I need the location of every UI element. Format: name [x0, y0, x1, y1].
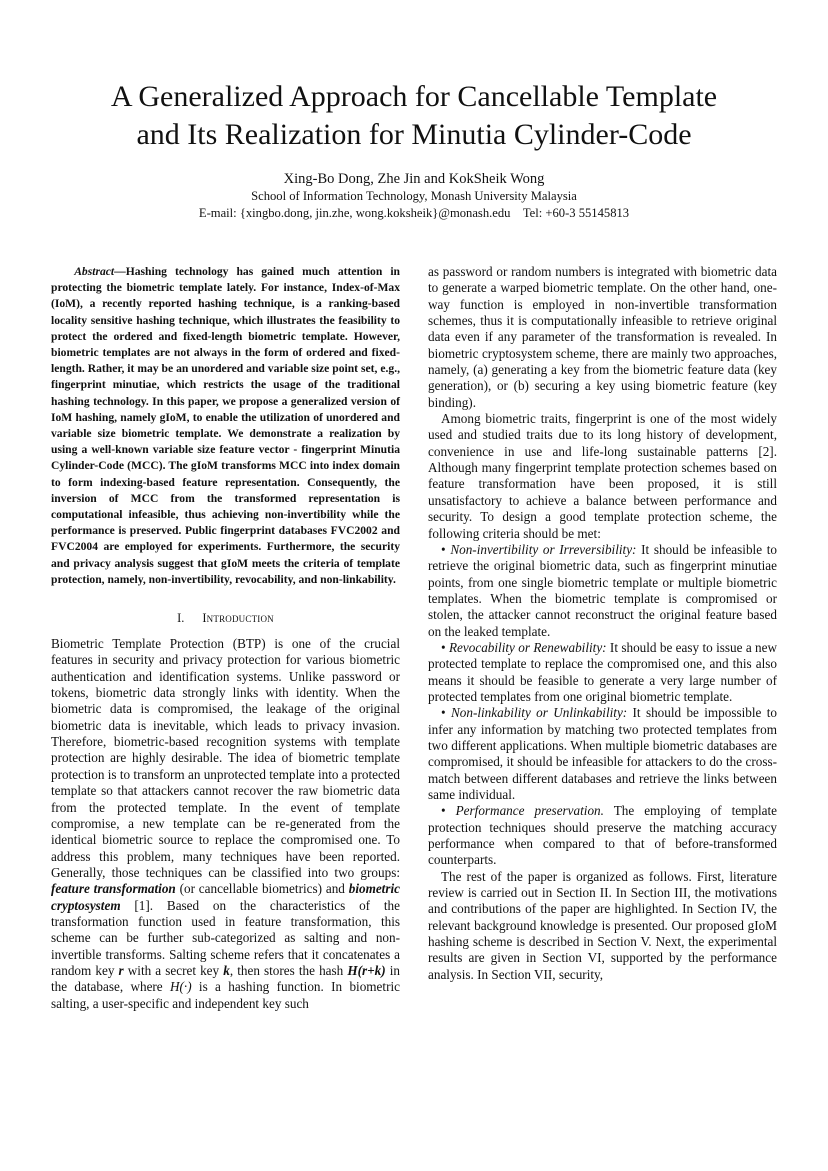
symbol-hash-function: H(·) [170, 979, 192, 995]
criterion-term: Non-linkability or Unlinkability: [450, 705, 628, 721]
intro-paragraph-1 [51, 636, 400, 1012]
criterion-performance [428, 803, 777, 868]
symbol-k: k [223, 962, 230, 978]
intro-text-b: (or cancellable biometrics) and [175, 881, 349, 897]
criterion-text: It should be impossible to infer any information by matching two protected templates from two different applications. When multiple biometric databases are compromised, it should be infeasible for attackers to do the cross-match between different databases and retrieve the links between same individual. [428, 705, 777, 802]
abstract-dash: — [114, 265, 126, 278]
criterion-text: It should be easy to issue a new protected template to replace the compromised one, and this also means it should be feasible to generate a very large number of protected templates from one original biometric template. [428, 639, 778, 704]
bullet: • [441, 541, 446, 557]
right-paragraph-1: as password or random numbers is integrated with biometric data to generate a warped biometric template. On the other hand, one-way function is employed in non-invertible transformation schemes, thus it is computationally infeasible to retrieve original data even if any parameter of the transformation is revealed. In biometric cryptosystem scheme, there are mainly two approaches, namely, (a) generating a key from the biometric feature data (key generation), or (b) securing a key using biometric feature (key binding). [428, 264, 777, 410]
criterion-term: Revocability or Renewability: [448, 639, 607, 655]
title-line-2: and Its Realization for Minutia Cylinder-Code [136, 118, 692, 151]
right-paragraph-organization: The rest of the paper is organized as follows. First, literature review is carried out in Section II. In Section III, the motivations and contributions of the paper are highlighted. In Section IV, the relevant background knowledge is presented. Our proposed gIoM hashing scheme is described in Section V. Next, the experimental results are given in Section VI, supported by the performance analysis. In Section VII, security, [428, 868, 777, 982]
contact-email: E-mail: {xingbo.dong, jin.zhe, wong.koksheik}@monash.edu Tel: +60-3 55145813 [198, 206, 630, 220]
bullet: • [441, 803, 446, 819]
left-column [51, 264, 400, 1012]
term-biometric-cryptosystem: biometric cryptosystem [51, 881, 400, 913]
intro-text-a: Biometric Template Protection (BTP) is one of the crucial features in security and privacy protection for various biometric authentication and identification systems. Unlike password or tokens, biometric data strongly links with identity. When the biometric data is compromised, the leakage of the original biometric data is inevitable, which leads to privacy invasion. Therefore, biometric-based recognition systems with template protection are highly desirable. The idea of biometric template protection is to transform an unprotected template into a protected template so that attackers cannot recover the raw biometric data from the protected template. In the event of template compromise, a new template can be re-generated from the identical biometric source to replace the compromised one. To address this problem, many techniques have been reported. Generally, those techniques can be classified into two groups: [51, 636, 400, 880]
right-paragraph-2: Among biometric traits, fingerprint is one of the most widely used and studied traits due to its long history of development, convenience in use and life-long sustainable patterns [2]. Although many fingerprint template protection schemes based on feature transformation have been proposed, it is still unsatisfactory to achieve a balance between performance and security. To design a good template protection scheme, the following criteria should be met: [428, 411, 777, 541]
criterion-text: It should be infeasible to retrieve the original biometric data, such as fingerprint minutiae points, from one single biometric template or multiple biometric templates. When the biometric template is compromised or stolen, the attacker cannot reconstruct the original feature based on the leaked template. [428, 541, 778, 639]
symbol-r: r [118, 962, 124, 978]
section-title: Introduction [202, 611, 274, 626]
criterion-non-linkability [428, 705, 777, 803]
symbol-hash: H(r+k) [347, 962, 386, 978]
criterion-text: The employing of template protection techniques should preserve the matching accuracy performance when compared to that of before-transformed counterparts. [428, 803, 777, 868]
abstract [51, 264, 400, 588]
intro-text-f: in the database, where [51, 962, 400, 995]
term-feature-transformation: feature transformation [51, 881, 176, 897]
intro-text-d: with a secret key [123, 962, 224, 978]
section-heading-introduction [51, 610, 400, 626]
right-column [428, 264, 777, 983]
intro-text-e: , then stores the hash [229, 962, 348, 978]
criterion-non-invertibility [428, 542, 777, 640]
intro-text-c: [1]. Based on the characteristics of the transformation function used in feature transformation, this scheme can be further sub-categorized as salting and non-invertible transforms. Salting scheme refers that it concatenates a random key [51, 897, 400, 978]
title-line-1: A Generalized Approach for Cancellable Template [110, 80, 718, 113]
abstract-text: Hashing technology has gained much attention in protecting the biometric template lately. For instance, Index-of-Max (IoM), a recently reported hashing technique, is a ranking-based locality sensitive hashing technique, which illustrates the feasibility to protect the ordered and fixed-length biometric template. However, biometric templates are not always in the form of ordered and fixed-length. Rather, it may be an unordered and variable size point set, e.g., fingerprint minutiae, which restricts the usage of the traditional hashing technology. In this paper, we propose a generalized version of IoM hashing, namely gIoM, to enable the utilization of unordered and variable size biometric template. We demonstrate a realization by using a well-known variable size feature vector - fingerprint Minutia Cylinder-Code (MCC). The gIoM transforms MCC into index domain to form indexing-based feature representation. Consequently, the inversion of MCC from the transformed representation is computational infeasible, thus achieving non-invertibility while the performance is preserved. Public fingerprint databases FVC2002 and FVC2004 are employed for experiments. Furthermore, the security and privacy analysis suggest that gIoM meets the criteria of template protection, namely, non-invertibility, revocability, and non-linkability. [51, 265, 400, 586]
section-number: I. [177, 611, 185, 626]
abstract-lead: Abstract [74, 265, 115, 278]
bullet: • [441, 705, 446, 721]
paper-title [40, 78, 788, 154]
affiliation: School of Information Technology, Monash University Malaysia [251, 189, 577, 203]
criterion-term: Performance preservation. [455, 803, 604, 819]
criterion-revocability [428, 640, 777, 705]
intro-text-g: is a hashing function. In biometric salting, a user-specific and independent key such [51, 979, 400, 1011]
criterion-term: Non-invertibility or Irreversibility: [450, 541, 637, 557]
author-list: Xing-Bo Dong, Zhe Jin and KokSheik Wong [283, 171, 545, 187]
bullet: • [441, 639, 446, 655]
